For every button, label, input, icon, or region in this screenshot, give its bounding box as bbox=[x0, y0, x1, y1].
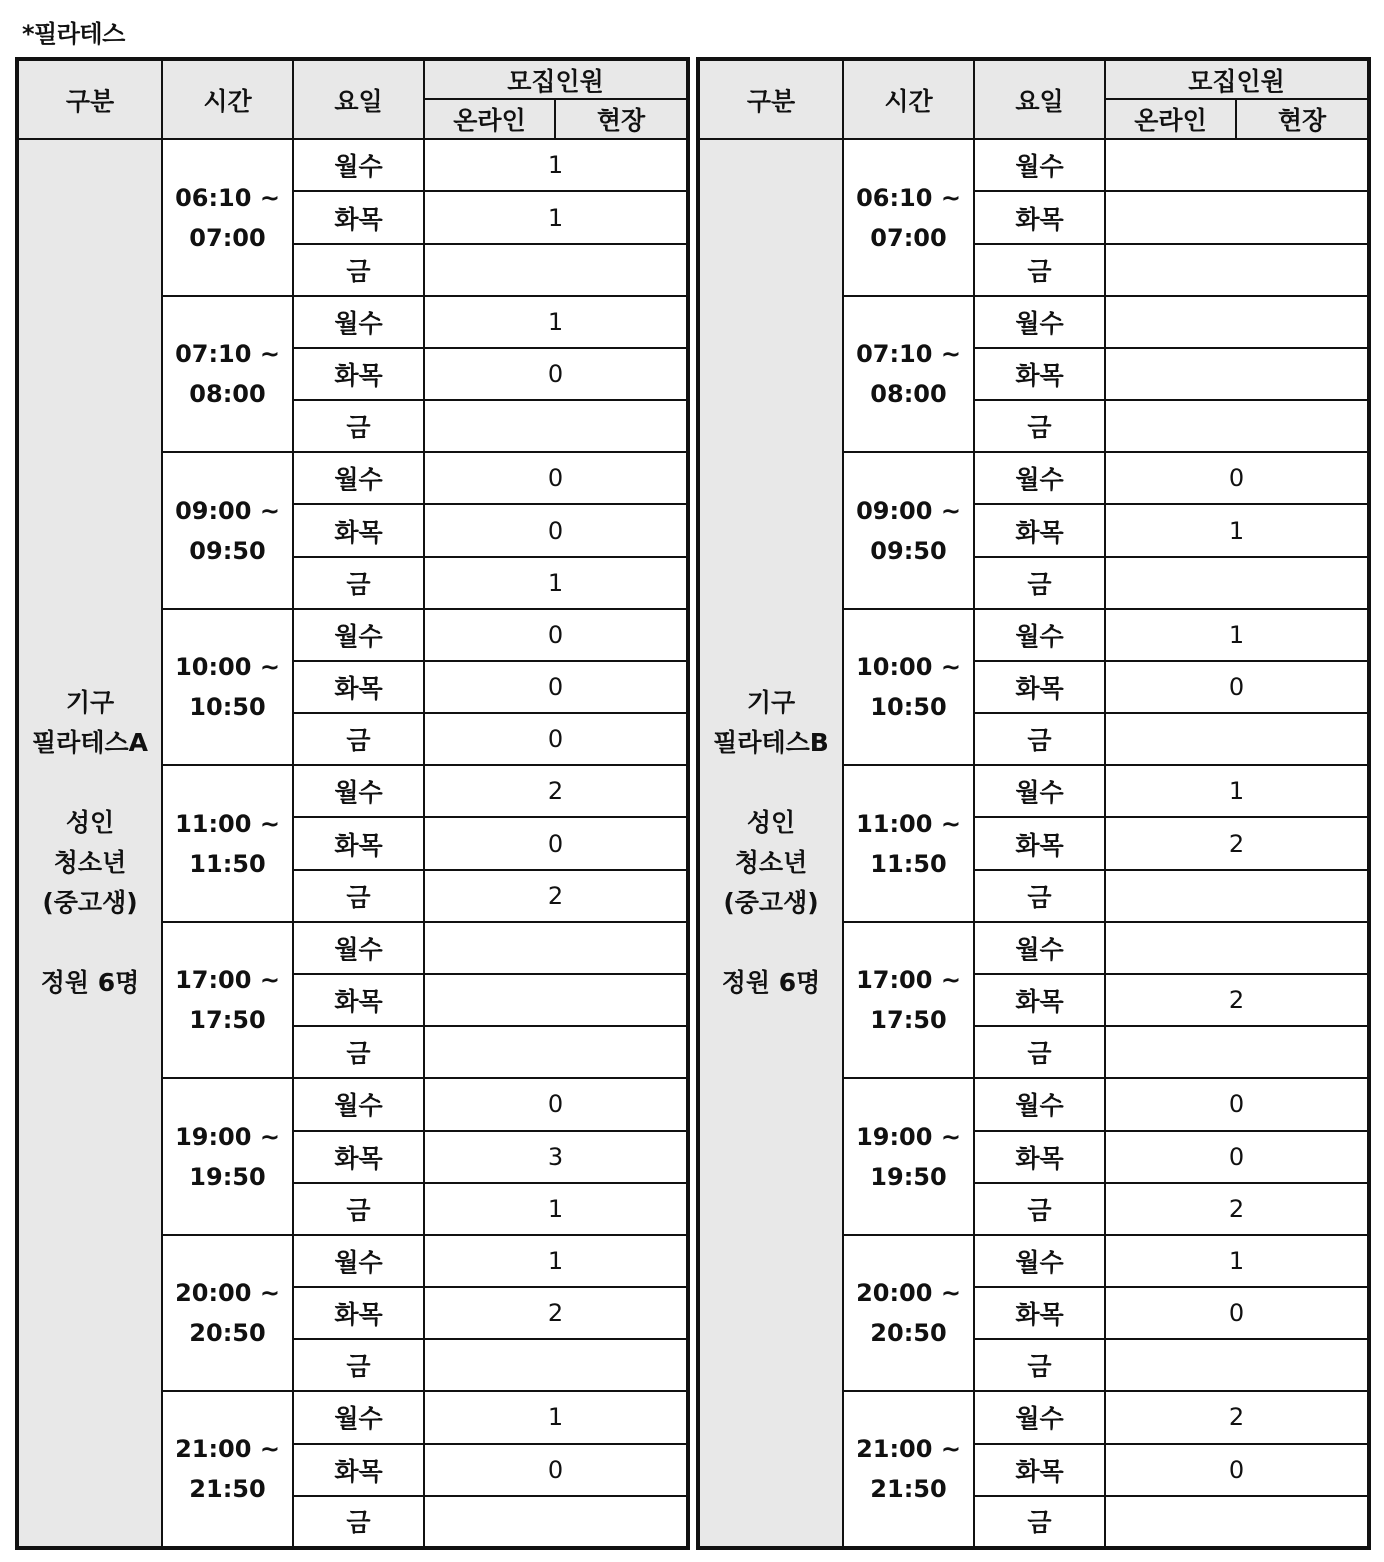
count-cell bbox=[424, 974, 688, 1026]
time-line: 19:50 bbox=[189, 1162, 266, 1191]
day-cell: 금 bbox=[293, 1026, 424, 1078]
time-cell bbox=[162, 1078, 293, 1235]
day-cell: 화목 bbox=[293, 661, 424, 713]
time-line: 07:00 bbox=[870, 223, 947, 252]
count-cell: 1 bbox=[424, 1235, 688, 1287]
time-line: 08:00 bbox=[870, 380, 947, 409]
count-cell: 0 bbox=[424, 1444, 688, 1496]
time-cell bbox=[162, 609, 293, 766]
count-cell: 0 bbox=[424, 452, 688, 504]
group-line bbox=[19, 763, 161, 803]
header-recruit: 모집인원 bbox=[424, 59, 688, 99]
time-cell bbox=[162, 296, 293, 453]
group-line: 청소년 bbox=[734, 848, 808, 878]
time-line: 11:00 ~ bbox=[856, 809, 961, 838]
group-line: 필라테스B bbox=[713, 728, 829, 758]
day-cell: 금 bbox=[293, 400, 424, 452]
day-cell: 월수 bbox=[974, 609, 1105, 661]
time-line: 10:50 bbox=[870, 693, 947, 722]
time-line: 17:00 ~ bbox=[175, 966, 280, 995]
day-cell: 화목 bbox=[293, 504, 424, 556]
count-cell: 1 bbox=[1105, 609, 1369, 661]
count-cell: 1 bbox=[1105, 1235, 1369, 1287]
time-line: 09:00 ~ bbox=[175, 496, 280, 525]
day-cell: 월수 bbox=[293, 1078, 424, 1130]
count-cell: 0 bbox=[424, 661, 688, 713]
group-line: 정원 6명 bbox=[721, 968, 821, 998]
time-line: 06:10 ~ bbox=[856, 183, 961, 212]
time-cell bbox=[843, 765, 974, 922]
time-cell bbox=[843, 296, 974, 453]
day-cell: 월수 bbox=[293, 296, 424, 348]
group-line: 성인 bbox=[65, 808, 115, 838]
time-line: 09:00 ~ bbox=[856, 496, 961, 525]
count-cell: 2 bbox=[424, 1287, 688, 1339]
day-cell: 금 bbox=[974, 713, 1105, 765]
count-cell: 0 bbox=[1105, 1287, 1369, 1339]
day-cell: 화목 bbox=[293, 974, 424, 1026]
count-cell bbox=[1105, 870, 1369, 922]
group-line: 기구 bbox=[65, 688, 115, 718]
time-line: 08:00 bbox=[189, 380, 266, 409]
page-title: *필라테스 bbox=[22, 20, 125, 48]
group-line: 정원 6명 bbox=[40, 968, 140, 998]
time-line: 17:50 bbox=[189, 1006, 266, 1035]
day-cell: 금 bbox=[293, 1496, 424, 1548]
schedule-table-a bbox=[15, 57, 690, 1550]
time-line: 07:10 ~ bbox=[175, 340, 280, 369]
group-line: (중고생) bbox=[723, 888, 819, 918]
count-cell: 0 bbox=[424, 348, 688, 400]
time-line: 07:00 bbox=[189, 223, 266, 252]
day-cell: 월수 bbox=[974, 765, 1105, 817]
day-cell: 화목 bbox=[974, 661, 1105, 713]
time-cell bbox=[843, 922, 974, 1079]
count-cell: 2 bbox=[424, 765, 688, 817]
header-online: 온라인 bbox=[1105, 99, 1236, 139]
day-cell: 화목 bbox=[293, 1287, 424, 1339]
day-cell: 화목 bbox=[974, 974, 1105, 1026]
day-cell: 화목 bbox=[974, 1444, 1105, 1496]
count-cell: 0 bbox=[1105, 1078, 1369, 1130]
count-cell: 2 bbox=[1105, 817, 1369, 869]
day-cell: 월수 bbox=[293, 452, 424, 504]
count-cell: 1 bbox=[424, 139, 688, 191]
count-cell: 0 bbox=[1105, 1444, 1369, 1496]
time-cell bbox=[843, 1078, 974, 1235]
count-cell bbox=[424, 1026, 688, 1078]
header-time: 시간 bbox=[162, 59, 293, 139]
day-cell: 월수 bbox=[293, 1235, 424, 1287]
count-cell: 2 bbox=[424, 870, 688, 922]
day-cell: 화목 bbox=[974, 191, 1105, 243]
count-cell bbox=[1105, 139, 1369, 191]
header-row bbox=[17, 59, 688, 99]
count-cell bbox=[424, 922, 688, 974]
table-row bbox=[17, 139, 688, 191]
day-cell: 화목 bbox=[293, 191, 424, 243]
count-cell: 0 bbox=[424, 817, 688, 869]
count-cell bbox=[1105, 244, 1369, 296]
count-cell: 0 bbox=[424, 609, 688, 661]
count-cell bbox=[1105, 400, 1369, 452]
group-line: 기구 bbox=[746, 688, 796, 718]
count-cell bbox=[1105, 922, 1369, 974]
count-cell bbox=[1105, 557, 1369, 609]
count-cell: 0 bbox=[424, 1078, 688, 1130]
day-cell: 금 bbox=[974, 1183, 1105, 1235]
count-cell bbox=[1105, 713, 1369, 765]
header-category: 구분 bbox=[698, 59, 843, 139]
count-cell bbox=[1105, 296, 1369, 348]
count-cell: 1 bbox=[424, 1391, 688, 1443]
time-line: 21:00 ~ bbox=[856, 1435, 961, 1464]
group-line bbox=[700, 923, 842, 963]
day-cell: 월수 bbox=[293, 765, 424, 817]
day-cell: 월수 bbox=[974, 1078, 1105, 1130]
time-line: 20:00 ~ bbox=[175, 1279, 280, 1308]
time-line: 21:50 bbox=[870, 1475, 947, 1504]
time-line: 06:10 ~ bbox=[175, 183, 280, 212]
day-cell: 금 bbox=[974, 1339, 1105, 1391]
header-category: 구분 bbox=[17, 59, 162, 139]
day-cell: 화목 bbox=[293, 817, 424, 869]
day-cell: 금 bbox=[974, 1026, 1105, 1078]
group-cell bbox=[698, 139, 843, 1548]
day-cell: 금 bbox=[293, 713, 424, 765]
day-cell: 월수 bbox=[974, 1391, 1105, 1443]
day-cell: 금 bbox=[974, 1496, 1105, 1548]
header-recruit: 모집인원 bbox=[1105, 59, 1369, 99]
count-cell bbox=[1105, 348, 1369, 400]
day-cell: 금 bbox=[974, 244, 1105, 296]
count-cell: 2 bbox=[1105, 1391, 1369, 1443]
time-line: 11:50 bbox=[870, 849, 947, 878]
count-cell: 1 bbox=[1105, 504, 1369, 556]
time-cell bbox=[843, 139, 974, 296]
count-cell bbox=[424, 400, 688, 452]
time-cell bbox=[843, 1235, 974, 1392]
day-cell: 금 bbox=[974, 870, 1105, 922]
time-line: 17:00 ~ bbox=[856, 966, 961, 995]
day-cell: 월수 bbox=[293, 1391, 424, 1443]
day-cell: 금 bbox=[293, 1339, 424, 1391]
time-cell bbox=[162, 765, 293, 922]
group-line: (중고생) bbox=[42, 888, 138, 918]
time-line: 20:00 ~ bbox=[856, 1279, 961, 1308]
day-cell: 월수 bbox=[974, 139, 1105, 191]
time-line: 21:50 bbox=[189, 1475, 266, 1504]
time-cell bbox=[843, 609, 974, 766]
header-onsite: 현장 bbox=[555, 99, 688, 139]
header-online: 온라인 bbox=[424, 99, 555, 139]
header-row bbox=[698, 59, 1369, 99]
count-cell bbox=[1105, 1496, 1369, 1548]
time-cell bbox=[162, 139, 293, 296]
header-day: 요일 bbox=[974, 59, 1105, 139]
day-cell: 화목 bbox=[974, 348, 1105, 400]
count-cell: 0 bbox=[424, 713, 688, 765]
count-cell bbox=[424, 1339, 688, 1391]
time-line: 20:50 bbox=[870, 1319, 947, 1348]
day-cell: 월수 bbox=[974, 452, 1105, 504]
group-line: 필라테스A bbox=[32, 728, 148, 758]
header-time: 시간 bbox=[843, 59, 974, 139]
header-day: 요일 bbox=[293, 59, 424, 139]
count-cell bbox=[1105, 1026, 1369, 1078]
time-line: 11:00 ~ bbox=[175, 809, 280, 838]
group-line bbox=[700, 763, 842, 803]
group-line: 청소년 bbox=[53, 848, 127, 878]
time-line: 17:50 bbox=[870, 1006, 947, 1035]
day-cell: 금 bbox=[974, 557, 1105, 609]
time-line: 10:50 bbox=[189, 693, 266, 722]
group-line bbox=[19, 923, 161, 963]
header-onsite: 현장 bbox=[1236, 99, 1369, 139]
count-cell: 0 bbox=[1105, 661, 1369, 713]
count-cell: 1 bbox=[424, 1183, 688, 1235]
count-cell bbox=[1105, 1339, 1369, 1391]
time-line: 19:50 bbox=[870, 1162, 947, 1191]
day-cell: 월수 bbox=[293, 609, 424, 661]
group-line: 성인 bbox=[746, 808, 796, 838]
table-row bbox=[698, 139, 1369, 191]
time-line: 10:00 ~ bbox=[856, 653, 961, 682]
day-cell: 월수 bbox=[974, 922, 1105, 974]
time-line: 19:00 ~ bbox=[175, 1122, 280, 1151]
count-cell: 1 bbox=[424, 191, 688, 243]
time-cell bbox=[843, 1391, 974, 1548]
day-cell: 화목 bbox=[293, 348, 424, 400]
count-cell: 2 bbox=[1105, 1183, 1369, 1235]
count-cell: 1 bbox=[424, 557, 688, 609]
day-cell: 금 bbox=[293, 557, 424, 609]
day-cell: 금 bbox=[293, 1183, 424, 1235]
group-cell bbox=[17, 139, 162, 1548]
time-line: 07:10 ~ bbox=[856, 340, 961, 369]
time-line: 19:00 ~ bbox=[856, 1122, 961, 1151]
day-cell: 화목 bbox=[293, 1444, 424, 1496]
day-cell: 화목 bbox=[974, 1287, 1105, 1339]
day-cell: 금 bbox=[293, 244, 424, 296]
count-cell: 2 bbox=[1105, 974, 1369, 1026]
day-cell: 월수 bbox=[974, 296, 1105, 348]
time-line: 21:00 ~ bbox=[175, 1435, 280, 1464]
time-line: 11:50 bbox=[189, 849, 266, 878]
day-cell: 월수 bbox=[293, 922, 424, 974]
count-cell: 0 bbox=[1105, 452, 1369, 504]
time-cell bbox=[843, 452, 974, 609]
count-cell bbox=[1105, 191, 1369, 243]
time-cell bbox=[162, 452, 293, 609]
day-cell: 화목 bbox=[974, 1131, 1105, 1183]
count-cell: 1 bbox=[424, 296, 688, 348]
day-cell: 월수 bbox=[293, 139, 424, 191]
time-line: 09:50 bbox=[870, 536, 947, 565]
day-cell: 월수 bbox=[974, 1235, 1105, 1287]
count-cell: 0 bbox=[424, 504, 688, 556]
schedule-table-b bbox=[696, 57, 1371, 1550]
count-cell bbox=[424, 1496, 688, 1548]
day-cell: 화목 bbox=[293, 1131, 424, 1183]
time-line: 09:50 bbox=[189, 536, 266, 565]
time-line: 20:50 bbox=[189, 1319, 266, 1348]
count-cell bbox=[424, 244, 688, 296]
time-line: 10:00 ~ bbox=[175, 653, 280, 682]
day-cell: 화목 bbox=[974, 817, 1105, 869]
count-cell: 3 bbox=[424, 1131, 688, 1183]
count-cell: 1 bbox=[1105, 765, 1369, 817]
time-cell bbox=[162, 1235, 293, 1392]
day-cell: 금 bbox=[293, 870, 424, 922]
day-cell: 화목 bbox=[974, 504, 1105, 556]
count-cell: 0 bbox=[1105, 1131, 1369, 1183]
time-cell bbox=[162, 1391, 293, 1548]
time-cell bbox=[162, 922, 293, 1079]
day-cell: 금 bbox=[974, 400, 1105, 452]
